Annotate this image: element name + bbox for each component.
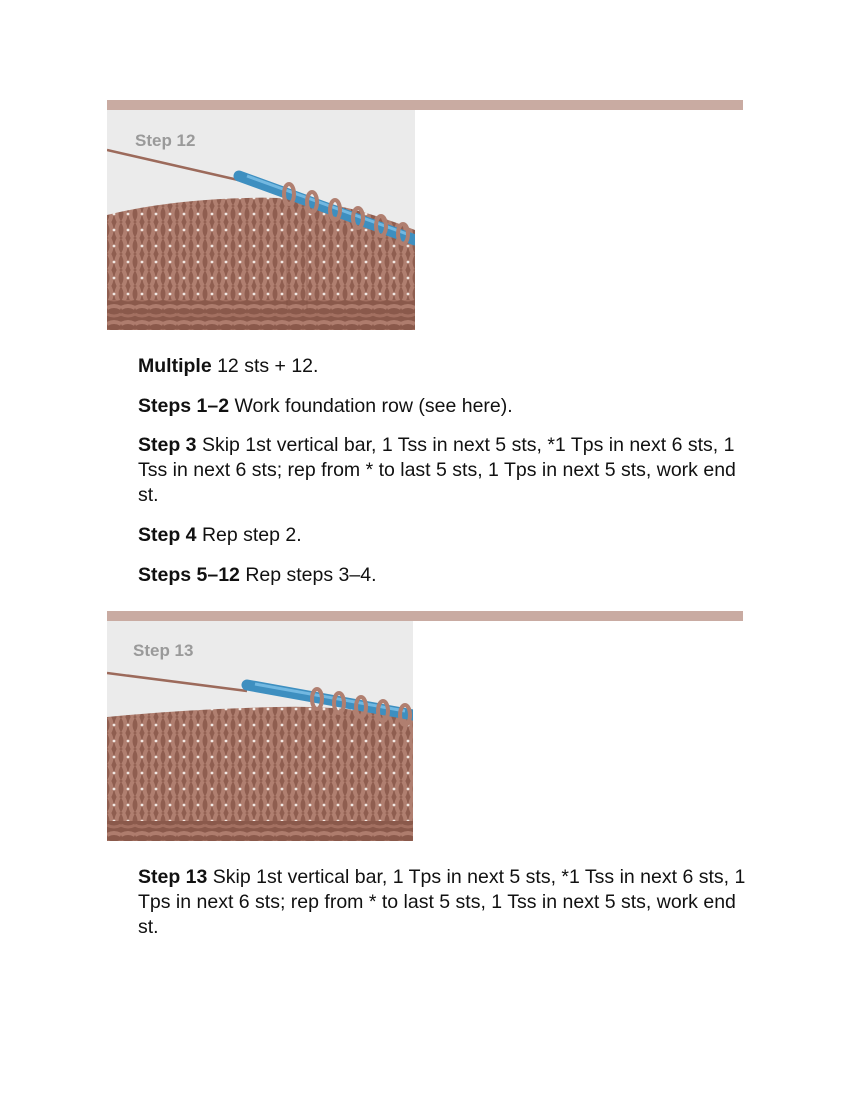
step-3-term: Step 3	[138, 434, 197, 456]
multiple-term: Multiple	[138, 355, 212, 377]
step-4-text: Rep step 2.	[196, 524, 302, 546]
section-divider-middle	[107, 611, 743, 621]
steps-1-2-term: Steps 1–2	[138, 395, 230, 417]
step-12-photo-label: Step 12	[135, 131, 196, 150]
steps-1-2-text: Work foundation row (see here).	[229, 395, 513, 417]
step-4-paragraph	[138, 523, 748, 548]
multiple-paragraph	[138, 354, 748, 379]
steps-5-12-text: Rep steps 3–4.	[239, 564, 377, 586]
step-13-photo	[107, 621, 413, 841]
step-13-term: Step 13	[138, 866, 208, 888]
section-divider-top	[107, 100, 743, 110]
step-3-text: Skip 1st vertical bar, 1 Tss in next 5 sts, *1 Tps in next 6 sts, 1 Tss in next 6 sts; rep from * to last 5 sts, 1 Tps in next 5 sts, work end st.	[138, 434, 736, 506]
steps-1-2-paragraph	[138, 394, 748, 419]
step-12-photo	[107, 110, 415, 330]
step-13-photo-label: Step 13	[133, 641, 194, 660]
step-13-text: Skip 1st vertical bar, 1 Tps in next 5 sts, *1 Tss in next 6 sts, 1 Tps in next 6 sts; rep from * to last 5 sts, 1 Tss in next 5 sts, work end st.	[138, 866, 746, 938]
steps-5-12-paragraph	[138, 563, 748, 588]
step-3-paragraph	[138, 433, 748, 508]
step-4-term: Step 4	[138, 524, 197, 546]
multiple-text: 12 sts + 12.	[211, 355, 319, 377]
steps-5-12-term: Steps 5–12	[138, 564, 240, 586]
step-13-paragraph	[138, 865, 748, 940]
